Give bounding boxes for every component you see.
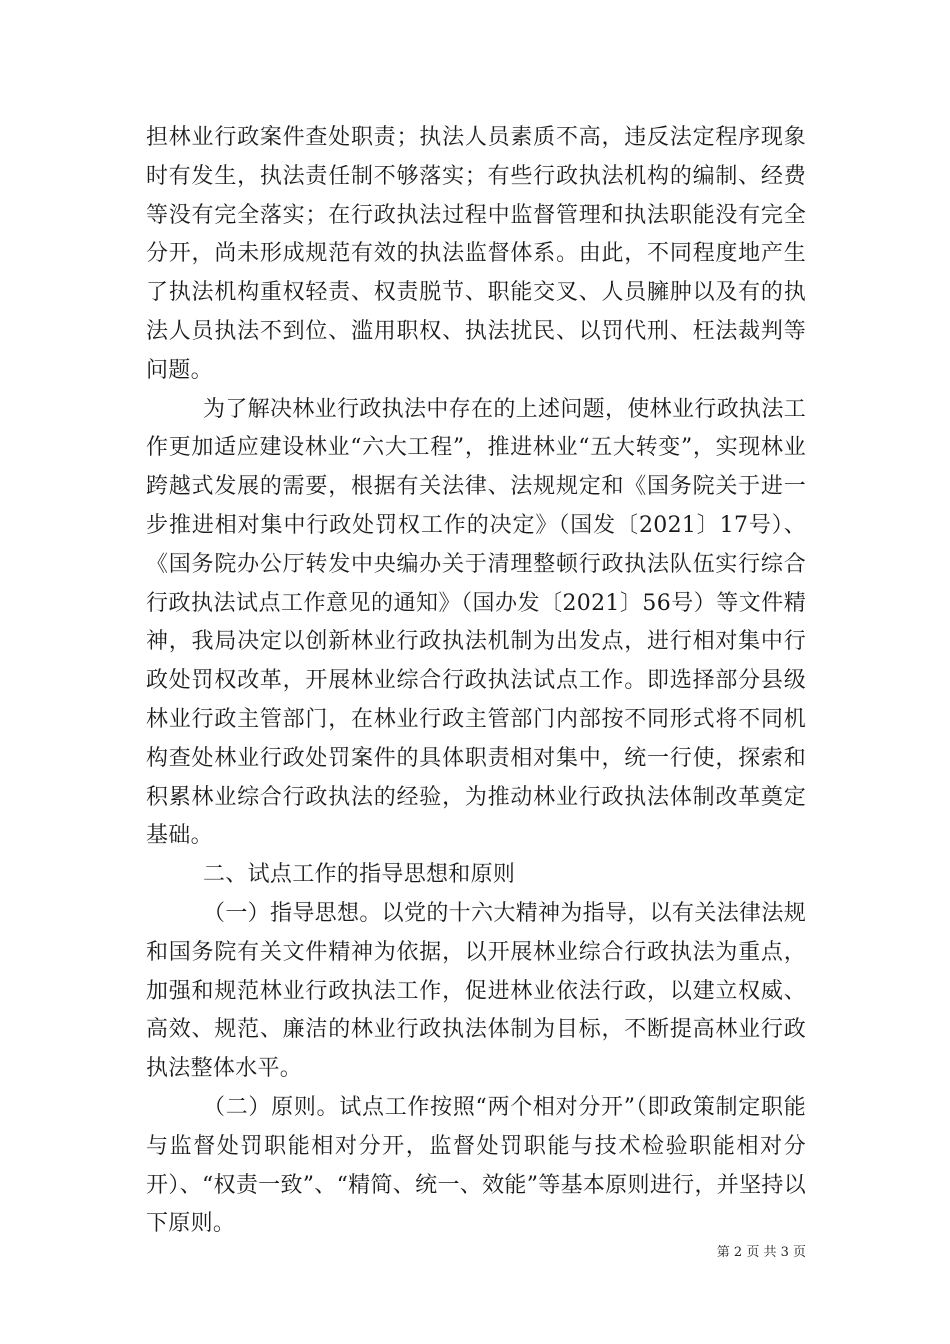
section-heading: 二、试点工作的指导思想和原则 bbox=[203, 862, 516, 888]
document-body bbox=[146, 119, 806, 1244]
paragraph-background: 为了解决林业行政执法中存在的上述问题，使林业行政执法工作更加适应建设林业“六大工程”，推进林业“五大转变”，实现林业跨越式发展的需要，根据有关法律、法规规定和《国务院关于进一步推进相对集中行政处罚权工作的决定》（国发〔2021〕17号）、《国务院办公厅转发中央编办关于清理整顿行政执法队伍实行综合行政执法试点工作意见的通知》（国办发〔2021〕56号）等文件精神，我局决定以创新林业行政执法机制为出发点，进行相对集中行政处罚权改革，开展林业综合行政执法试点工作。即选择部分县级林业行政主管部门，在林业行政主管部门内部按不同形式将不同机构查处林业行政处罚案件的具体职责相对集中，统一行使，探索和积累林业综合行政执法的经验，为推动林业行政执法体制改革奠定基础。 bbox=[146, 396, 806, 849]
page-number: 第 2 页 共 3 页 bbox=[716, 1245, 806, 1260]
paragraph-guiding-thought: （一）指导思想。以党的十六大精神为指导，以有关法律法规和国务院有关文件精神为依据，以开展林业综合行政执法为重点，加强和规范林业行政执法工作，促进林业依法行政，以建立权威、高效、规范、廉洁的林业行政执法体制为目标，不断提高林业行政执法整体水平。 bbox=[146, 900, 806, 1082]
paragraph-continuation: 担林业行政案件查处职责；执法人员素质不高，违反法定程序现象时有发生，执法责任制不够落实；有些行政执法机构的编制、经费等没有完全落实；在行政执法过程中监督管理和执法职能没有完全分开，尚未形成规范有效的执法监督体系。由此，不同程度地产生了执法机构重权轻责、权责脱节、职能交叉、人员臃肿以及有的执法人员执法不到位、滥用职权、执法扰民、以罚代刑、枉法裁判等问题。 bbox=[146, 125, 806, 383]
paragraph-principles: （二）原则。试点工作按照“两个相对分开”（即政策制定职能与监督处罚职能相对分开，监督处罚职能与技术检验职能相对分开）、“权责一致”、“精简、统一、效能”等基本原则进行，并坚持以下原则。 bbox=[146, 1094, 806, 1237]
